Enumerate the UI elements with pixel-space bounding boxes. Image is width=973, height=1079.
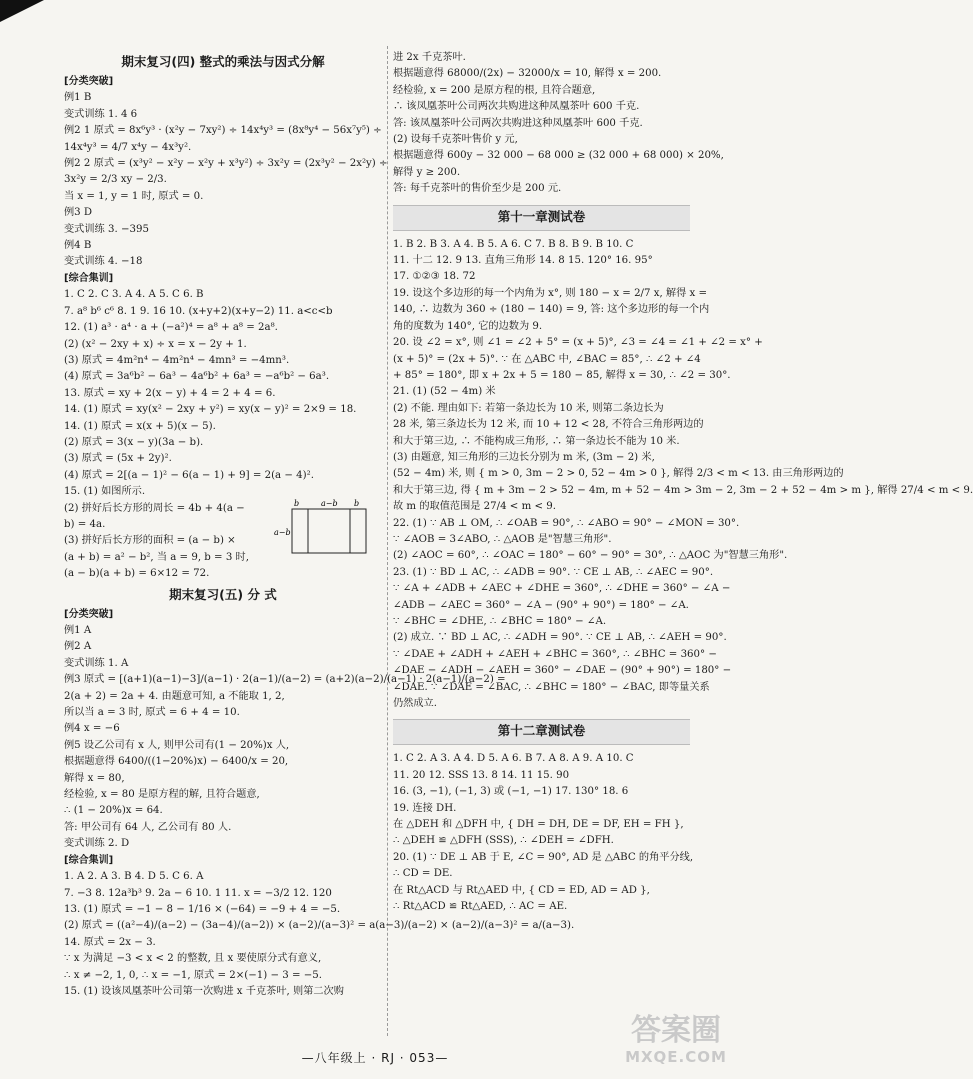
answer-line: 14. 原式 = 2x − 3. xyxy=(64,936,156,948)
answer-line: 变式训练 4. −18 xyxy=(64,256,143,268)
answer-line: 14x⁴y³ = 4/7 x⁴y − 4x³y². xyxy=(64,141,192,153)
answer-line: (52 − 4m) 米, 则 { m > 0, 3m − 2 > 0, 52 − 4m > 0 }, 解得 2/3 < m < 13. 由三角形两边的 xyxy=(393,468,844,480)
answer-line: (3) 原式 = 4m²n⁴ − 4m²n⁴ − 4mn³ = −4mn³. xyxy=(64,354,290,366)
answer-line: 19. 设这个多边形的每一个内角为 x°, 则 180 − x = 2/7 x, 解得 x = xyxy=(393,287,708,299)
answer-line: 14. (1) 原式 = xy(x² − 2xy + y²) = xy(x − y)² = 2×9 = 18. xyxy=(64,404,357,416)
answer-line: ∴ 该凤凰茶叶公司两次共购进这种凤凰茶叶 600 千克. xyxy=(393,101,640,113)
section-tag: [分类突破] xyxy=(64,76,114,87)
answer-line: 13. (1) 原式 = −1 − 8 − 1/16 × (−64) = −9 + 4 = −5. xyxy=(64,903,341,915)
watermark-line1: 答案圈 xyxy=(631,1013,721,1048)
answer-line: 答: 每千克茶叶的售价至少是 200 元. xyxy=(393,183,562,195)
answer-line: 1. B 2. B 3. A 4. B 5. A 6. C 7. B 8. B 9. B 10. C xyxy=(393,238,634,250)
answer-line: ∠DAE − ∠ADH − ∠AEH = 360° − ∠DAE − (90° + 90°) = 180° − xyxy=(393,665,732,677)
column-divider xyxy=(387,46,388,1036)
answer-line: 28 米, 第三条边长为 12 米, 而 10 + 12 < 28, 不符合三角形两边的 xyxy=(393,419,704,431)
answer-line: 2(a + 2) = 2a + 4. 由题意可知, a 不能取 1, 2, xyxy=(64,690,285,702)
answer-line: 7. −3 8. 12a³b³ 9. 2a − 6 10. 1 11. x = −3/2 12. 120 xyxy=(64,887,332,899)
answer-line: 20. 设 ∠2 = x°, 则 ∠1 = ∠2 + 5° = (x + 5)°, ∠3 = ∠4 = ∠1 + ∠2 = x° + xyxy=(393,337,763,349)
answer-line: 21. (1) (52 − 4m) 米 xyxy=(393,386,496,398)
answer-line: 经检验, x = 200 是原方程的根, 且符合题意, xyxy=(393,84,596,96)
answer-line: 变式训练 2. D xyxy=(64,838,130,850)
answer-line: 经检验, x = 80 是原方程的解, 且符合题意, xyxy=(64,789,260,801)
answer-line: ∵ ∠AOB = 3∠ABO, ∴ △AOB 是"智慧三角形". xyxy=(393,533,612,545)
answer-line: (3) 拼好后长方形的面积 = (a − b) × xyxy=(64,535,236,547)
answer-line: b) = 4a. xyxy=(64,518,106,530)
answer-line: (3) 由题意, 知三角形的三边长分别为 m 米, (3m − 2) 米, xyxy=(393,451,655,463)
answer-line: ∴ Rt△ACD ≌ Rt△AED, ∴ AC = AE. xyxy=(393,901,568,913)
answer-line: ∵ ∠BHC = ∠DHE, ∴ ∠BHC = 180° − ∠A. xyxy=(393,616,607,627)
section-tag: [综合集训] xyxy=(64,272,114,284)
answer-line: (3) 原式 = (5x + 2y)². xyxy=(64,453,172,465)
answer-line: 1. C 2. C 3. A 4. A 5. C 6. B xyxy=(64,289,204,301)
answer-line: 19. 连接 DH. xyxy=(393,802,457,814)
answer-line: 17. ①②③ 18. 72 xyxy=(393,271,476,283)
answer-line: 根据题意得 6400/((1−20%)x) − 6400/x = 20, xyxy=(64,756,289,768)
answer-line: 和大于第三边, ∴ 不能构成三角形, ∴ 第一条边长不能为 10 米. xyxy=(393,435,680,447)
chapter-title: 第十二章测试卷 xyxy=(497,723,586,739)
section-tag: [综合集训] xyxy=(64,854,114,866)
label-a-minus-b-side: a−b xyxy=(274,527,291,537)
watermark-logo xyxy=(616,1014,736,1068)
answer-line: (2) ∠AOC = 60°, ∴ ∠OAC = 180° − 60° − 90° = 30°, ∴ △AOC 为"智慧三角形". xyxy=(393,550,788,562)
answer-line: ∵ ∠DAE + ∠ADH + ∠AEH + ∠BHC = 360°, ∴ ∠BHC = 360° − xyxy=(393,648,717,660)
answer-line: 例4 B xyxy=(64,240,92,252)
answer-line: 20. (1) ∵ DE ⊥ AB 于 E, ∠C = 90°, AD 是 △ABC 的角平分线, xyxy=(393,851,694,863)
answer-line: ∴ CD = DE. xyxy=(393,868,453,880)
answer-line: 例2 1 原式 = 8x⁶y³ · (x²y − 7xy²) ÷ 14x⁴y³ = (8x⁸y⁴ − 56x⁷y⁵) ÷ xyxy=(64,125,382,137)
answer-line: ∴ x ≠ −2, 1, 0, ∴ x = −1, 原式 = 2×(−1) − 3 = −5. xyxy=(64,969,322,981)
answer-line: 例2 2 原式 = (x³y² − x²y − x²y + x³y²) ÷ 3x²y = (2x³y² − 2x²y) ÷ xyxy=(64,158,388,170)
answer-line: 11. 十二 12. 9 13. 直角三角形 14. 8 15. 120° 16. 95° xyxy=(393,255,653,267)
answer-line: (a + b) = a² − b², 当 a = 9, b = 3 时, xyxy=(64,551,249,563)
answer-line: 14. (1) 原式 = x(x + 5)(x − 5). xyxy=(64,420,216,432)
answer-line: 变式训练 3. −395 xyxy=(64,223,149,235)
answer-line: 例5 设乙公司有 x 人, 则甲公司有(1 − 20%)x 人, xyxy=(64,739,290,751)
watermark-line2: MXQE.COM xyxy=(625,1048,727,1066)
answer-line: 23. (1) ∵ BD ⊥ AC, ∴ ∠ADB = 90°. ∵ CE ⊥ AB, ∴ ∠AEC = 90°. xyxy=(393,566,714,578)
answer-line: ∴ △DEH ≌ △DFH (SSS), ∴ ∠DEH = ∠DFH. xyxy=(393,835,614,847)
answer-line: 7. a⁸ b⁶ c⁶ 8. 1 9. 16 10. (x+y+2)(x+y−2) 11. a<c<b xyxy=(64,305,333,317)
answer-line: 3x²y = 2/3 xy − 2/3. xyxy=(64,174,167,186)
corner-mark xyxy=(0,0,44,22)
answer-line: 13. 原式 = xy + 2(x − y) + 4 = 2 + 4 = 6. xyxy=(64,387,276,399)
answer-line: 答: 甲公司有 64 人, 乙公司有 80 人. xyxy=(64,821,232,833)
answer-line: 仍然成立. xyxy=(393,698,437,710)
page-footer: —八年级上 · RJ · 053— xyxy=(301,1051,449,1065)
section-heading: 期末复习(五) 分 式 xyxy=(169,586,277,602)
section-heading: 期末复习(四) 整式的乘法与因式分解 xyxy=(121,54,325,69)
answer-line: 根据题意得 600y − 32 000 − 68 000 ≥ (32 000 + 68 000) × 20%, xyxy=(393,150,724,162)
answer-line: 当 x = 1, y = 1 时, 原式 = 0. xyxy=(64,190,204,202)
answer-line: (2) 成立. ∵ BD ⊥ AC, ∴ ∠ADH = 90°. ∵ CE ⊥ AB, ∴ ∠AEH = 90°. xyxy=(393,632,727,644)
chapter-banner xyxy=(393,205,690,231)
answer-line: 12. (1) a³ · a⁴ · a + (−a²)⁴ = a⁸ + a⁸ = 2a⁸. xyxy=(64,322,278,334)
chapter-banner xyxy=(393,719,690,745)
answer-line: (2) 原式 = ((a²−4)/(a−2) − (3a−4)/(a−2)) × (a−2)/(a−3)² = a(a−3)/(a−2) × (a−2)/(a−3)² = a/(a−3). xyxy=(64,920,575,932)
chapter-title: 第十一章测试卷 xyxy=(497,208,586,224)
answer-line: 15. (1) 如图所示. xyxy=(64,486,146,498)
answer-line: + 85° = 180°, 即 x + 2x + 5 = 180 − 85, 解得 x = 30, ∴ ∠2 = 30°. xyxy=(393,369,731,381)
answer-line: (2) 不能. 理由如下: 若第一条边长为 10 米, 则第二条边长为 xyxy=(393,402,664,414)
section-tag: [分类突破] xyxy=(64,608,114,620)
answer-line: 例3 D xyxy=(64,207,93,219)
answer-line: 例1 B xyxy=(64,92,92,104)
rectangle-diagram xyxy=(274,499,370,565)
answer-line: 解得 x = 80, xyxy=(64,772,125,784)
answer-line: 16. (3, −1), (−1, 3) 或 (−1, −1) 17. 130° 18. 6 xyxy=(393,786,629,798)
label-b-right: b xyxy=(354,498,360,508)
answer-line: 变式训练 1. A xyxy=(64,657,129,669)
answer-line: 例1 A xyxy=(64,625,92,636)
answer-line: (a − b)(a + b) = 6×12 = 72. xyxy=(64,568,210,580)
answer-line: 所以当 a = 3 时, 原式 = 6 + 4 = 10. xyxy=(64,707,240,719)
answer-line: 22. (1) ∵ AB ⊥ OM, ∴ ∠OAB = 90°, ∴ ∠ABO = 90° − ∠MON = 30°. xyxy=(393,517,740,529)
answer-line: ∵ x 为满足 −3 < x < 2 的整数, 且 x 要使原分式有意义, xyxy=(64,953,322,965)
answer-line: 例2 A xyxy=(64,641,92,653)
answer-line: 答: 该凤凰茶叶公司两次共购进这种凤凰茶叶 600 千克. xyxy=(393,117,643,129)
answer-line: (4) 原式 = 2[(a − 1)² − 6(a − 1) + 9] = 2(a − 4)². xyxy=(64,469,314,481)
answer-line: (2) 拼好后长方形的周长 = 4b + 4(a − xyxy=(64,502,245,514)
label-b-left: b xyxy=(294,498,300,508)
answer-line: 11. 20 12. SSS 13. 8 14. 11 15. 90 xyxy=(393,769,570,781)
answer-line: (2) (x² − 2xy + x) ÷ x = x − 2y + 1. xyxy=(64,338,247,350)
answer-line: (x + 5)° = (2x + 5)°. ∵ 在 △ABC 中, ∠BAC = 85°, ∴ ∠2 + ∠4 xyxy=(393,353,701,365)
answer-line: 140, ∴ 边数为 360 ÷ (180 − 140) = 9, 答: 这个多边形的每一个内 xyxy=(393,304,710,316)
answer-line: 进 2x 千克茶叶. xyxy=(393,52,466,63)
answer-line: 故 m 的取值范围是 27/4 < m < 9. xyxy=(393,501,556,513)
answer-line: 在 Rt△ACD 与 Rt△AED 中, { CD = ED, AD = AD }, xyxy=(393,884,650,896)
right-column xyxy=(393,50,973,916)
answer-line: 15. (1) 设该凤凰茶叶公司第一次购进 x 千克茶叶, 则第二次购 xyxy=(64,985,344,997)
answer-line: 例4 x = −6 xyxy=(64,723,120,735)
label-a-minus-b: a−b xyxy=(321,498,338,508)
answer-line: 例3 原式 = [(a+1)(a−1)−3]/(a−1) · 2(a−1)/(a−2) = (a+2)(a−2)/(a−1) · 2(a−1)/(a−2) = xyxy=(64,674,506,686)
answer-line: (4) 原式 = 3a⁶b² − 6a³ − 4a⁶b² + 6a³ = −a⁶b² − 6a³. xyxy=(64,371,330,383)
answer-line: 1. C 2. A 3. A 4. D 5. A 6. B 7. A 8. A 9. A 10. C xyxy=(393,753,634,765)
answer-line: 解得 y ≥ 200. xyxy=(393,166,461,178)
answer-line: (2) 设每千克茶叶售价 y 元, xyxy=(393,134,518,146)
answer-line: ∠DAE. ∵ ∠DAE = ∠BAC, ∴ ∠BHC = 180° − ∠BAC, 即等量关系 xyxy=(393,681,710,693)
answer-line: 变式训练 1. 4 6 xyxy=(64,108,138,120)
answer-line: ∴ (1 − 20%)x = 64. xyxy=(64,805,163,817)
answer-line: ∵ ∠A + ∠ADB + ∠AEC + ∠DHE = 360°, ∴ ∠DHE = 360° − ∠A − xyxy=(393,583,731,595)
outer-rectangle xyxy=(292,509,366,553)
answer-line: 1. A 2. A 3. B 4. D 5. C 6. A xyxy=(64,871,204,883)
answer-line: ∠ADB − ∠AEC = 360° − ∠A − (90° + 90°) = 180° − ∠A. xyxy=(393,599,689,611)
answer-line: (2) 原式 = 3(x − y)(3a − b). xyxy=(64,436,204,448)
answer-line: 角的度数为 140°, 它的边数为 9. xyxy=(393,320,543,332)
answer-line: 根据题意得 68000/(2x) − 32000/x = 10, 解得 x = 200. xyxy=(393,68,662,80)
answer-line: 在 △DEH 和 △DFH 中, { DH = DH, DE = DF, EH = FH }, xyxy=(393,819,684,831)
answer-line: 和大于第三边, 得 { m + 3m − 2 > 52 − 4m, m + 52 − 4m > 3m − 2, 3m − 2 + 52 − 4m > m }, 解得 27/4 < m < 9. xyxy=(393,484,973,496)
